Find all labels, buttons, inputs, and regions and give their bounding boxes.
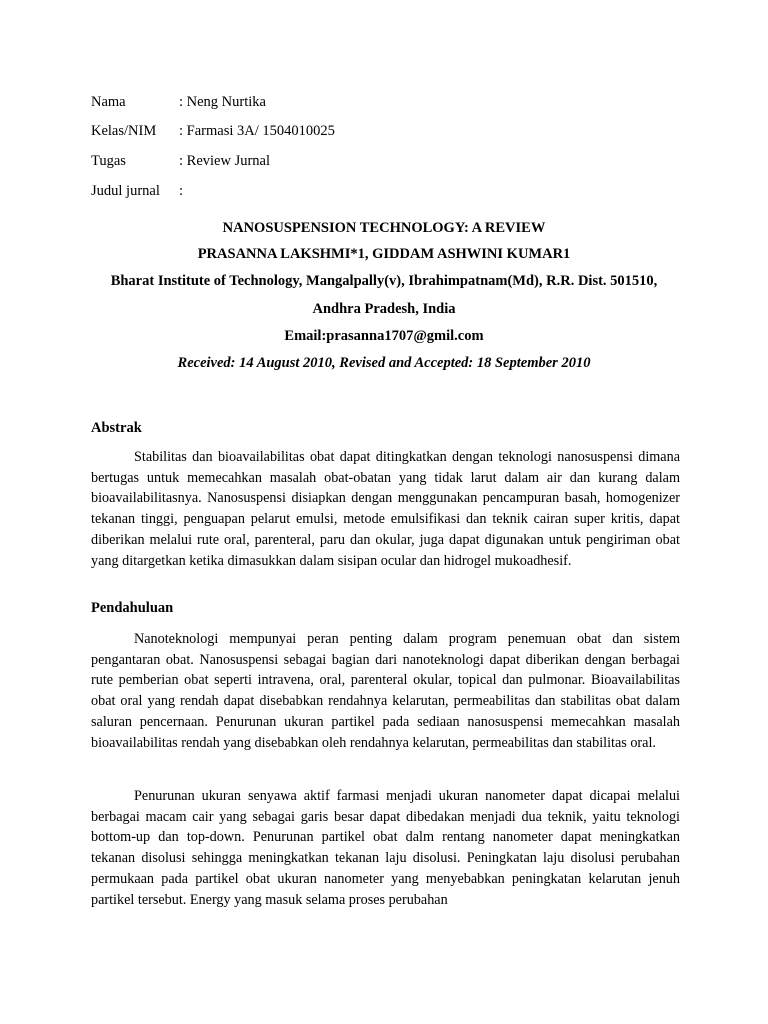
meta-kelas-row xyxy=(91,122,335,140)
article-affiliation-line1: Bharat Institute of Technology, Mangalpally(v), Ibrahimpatnam(Md), R.R. Dist. 501510, xyxy=(110,273,658,289)
meta-nama-label: Nama xyxy=(91,94,126,110)
article-title: NANOSUSPENSION TECHNOLOGY: A REVIEW xyxy=(222,220,546,236)
meta-tugas-value: : Review Jurnal xyxy=(179,153,271,169)
pendahuluan-heading: Pendahuluan xyxy=(91,600,174,616)
meta-judul-value: : xyxy=(179,183,184,199)
abstrak-heading: Abstrak xyxy=(91,420,142,436)
article-authors: PRASANNA LAKSHMI*1, GIDDAM ASHWINI KUMAR1 xyxy=(197,246,571,262)
abstrak-paragraph: Stabilitas dan bioavailabilitas obat dapat ditingkatkan dengan teknologi nanosuspensi dimana bertugas untuk memecahkan masalah obat-obatan yang tidak larut dalam air dan kurang dalam bioavailabilitasnya. Nanosuspensi disiapkan dengan menggunakan pencampuran basah, homogenizer tekanan tinggi, penguapan pelarut emulsi, metode emulsifikasi dan teknik cairan super kritis, dapat diberikan melalui rute oral, parenteral, paru dan okular, juga dapat digunakan untuk pengiriman obat yang ditargetkan ketika dimasukkan dalam sisipan ocular dan hidrogel mukoadhesif. xyxy=(91,449,680,569)
meta-tugas-row xyxy=(91,152,270,170)
meta-kelas-label: Kelas/NIM xyxy=(91,123,157,139)
meta-nama-value: : Neng Nurtika xyxy=(179,94,266,110)
meta-nama-row xyxy=(91,93,266,111)
pendahuluan-paragraph-2: Penurunan ukuran senyawa aktif farmasi menjadi ukuran nanometer dapat dicapai melalui berbagai macam cair yang sebagai garis besar dapat dibedakan menjadi dua teknik, yaitu teknologi bottom-up dan top-down. Penurunan partikel obat dalm rentang nanometer dapat meningkatkan tekanan disolusi sehingga meningkatkan tekanan laju disolusi. Peningkatan laju disolusi perubahan permukaan pada partikel obat ukuran nanometer yang menyebabkan peningkatan kelarutan jenuh partikel tersebut. Energy yang masuk selama proses perubahan xyxy=(91,788,680,908)
meta-kelas-value: : Farmasi 3A/ 1504010025 xyxy=(179,123,335,139)
meta-judul-label: Judul jurnal xyxy=(91,183,160,199)
article-received-date: Received: 14 August 2010, Revised and Accepted: 18 September 2010 xyxy=(177,355,591,371)
article-email: Email:prasanna1707@gmil.com xyxy=(284,328,484,344)
pendahuluan-paragraph-1: Nanoteknologi mempunyai peran penting dalam program penemuan obat dan sistem pengantaran obat. Nanosuspensi sebagai bagian dari nanoteknologi dapat diberikan dengan berbagai rute pemberian obat seperti intravena, oral, parenteral okular, topical dan pulmonar. Bioavailabilitas obat oral yang rendah dapat disebabkan rendahnya kelarutan, permeabilitas dan stabilitas obat dalam saluran pencernaan. Penurunan ukuran partikel pada sediaan nanosuspensi memecahkan masalah bioavailabilitas rendah yang disebabkan oleh rendahnya kelarutan, permeabilitas dan stabilitas oral. xyxy=(91,631,680,751)
article-affiliation-line2: Andhra Pradesh, India xyxy=(312,301,456,317)
meta-judul-row xyxy=(91,182,183,200)
meta-tugas-label: Tugas xyxy=(91,153,126,169)
